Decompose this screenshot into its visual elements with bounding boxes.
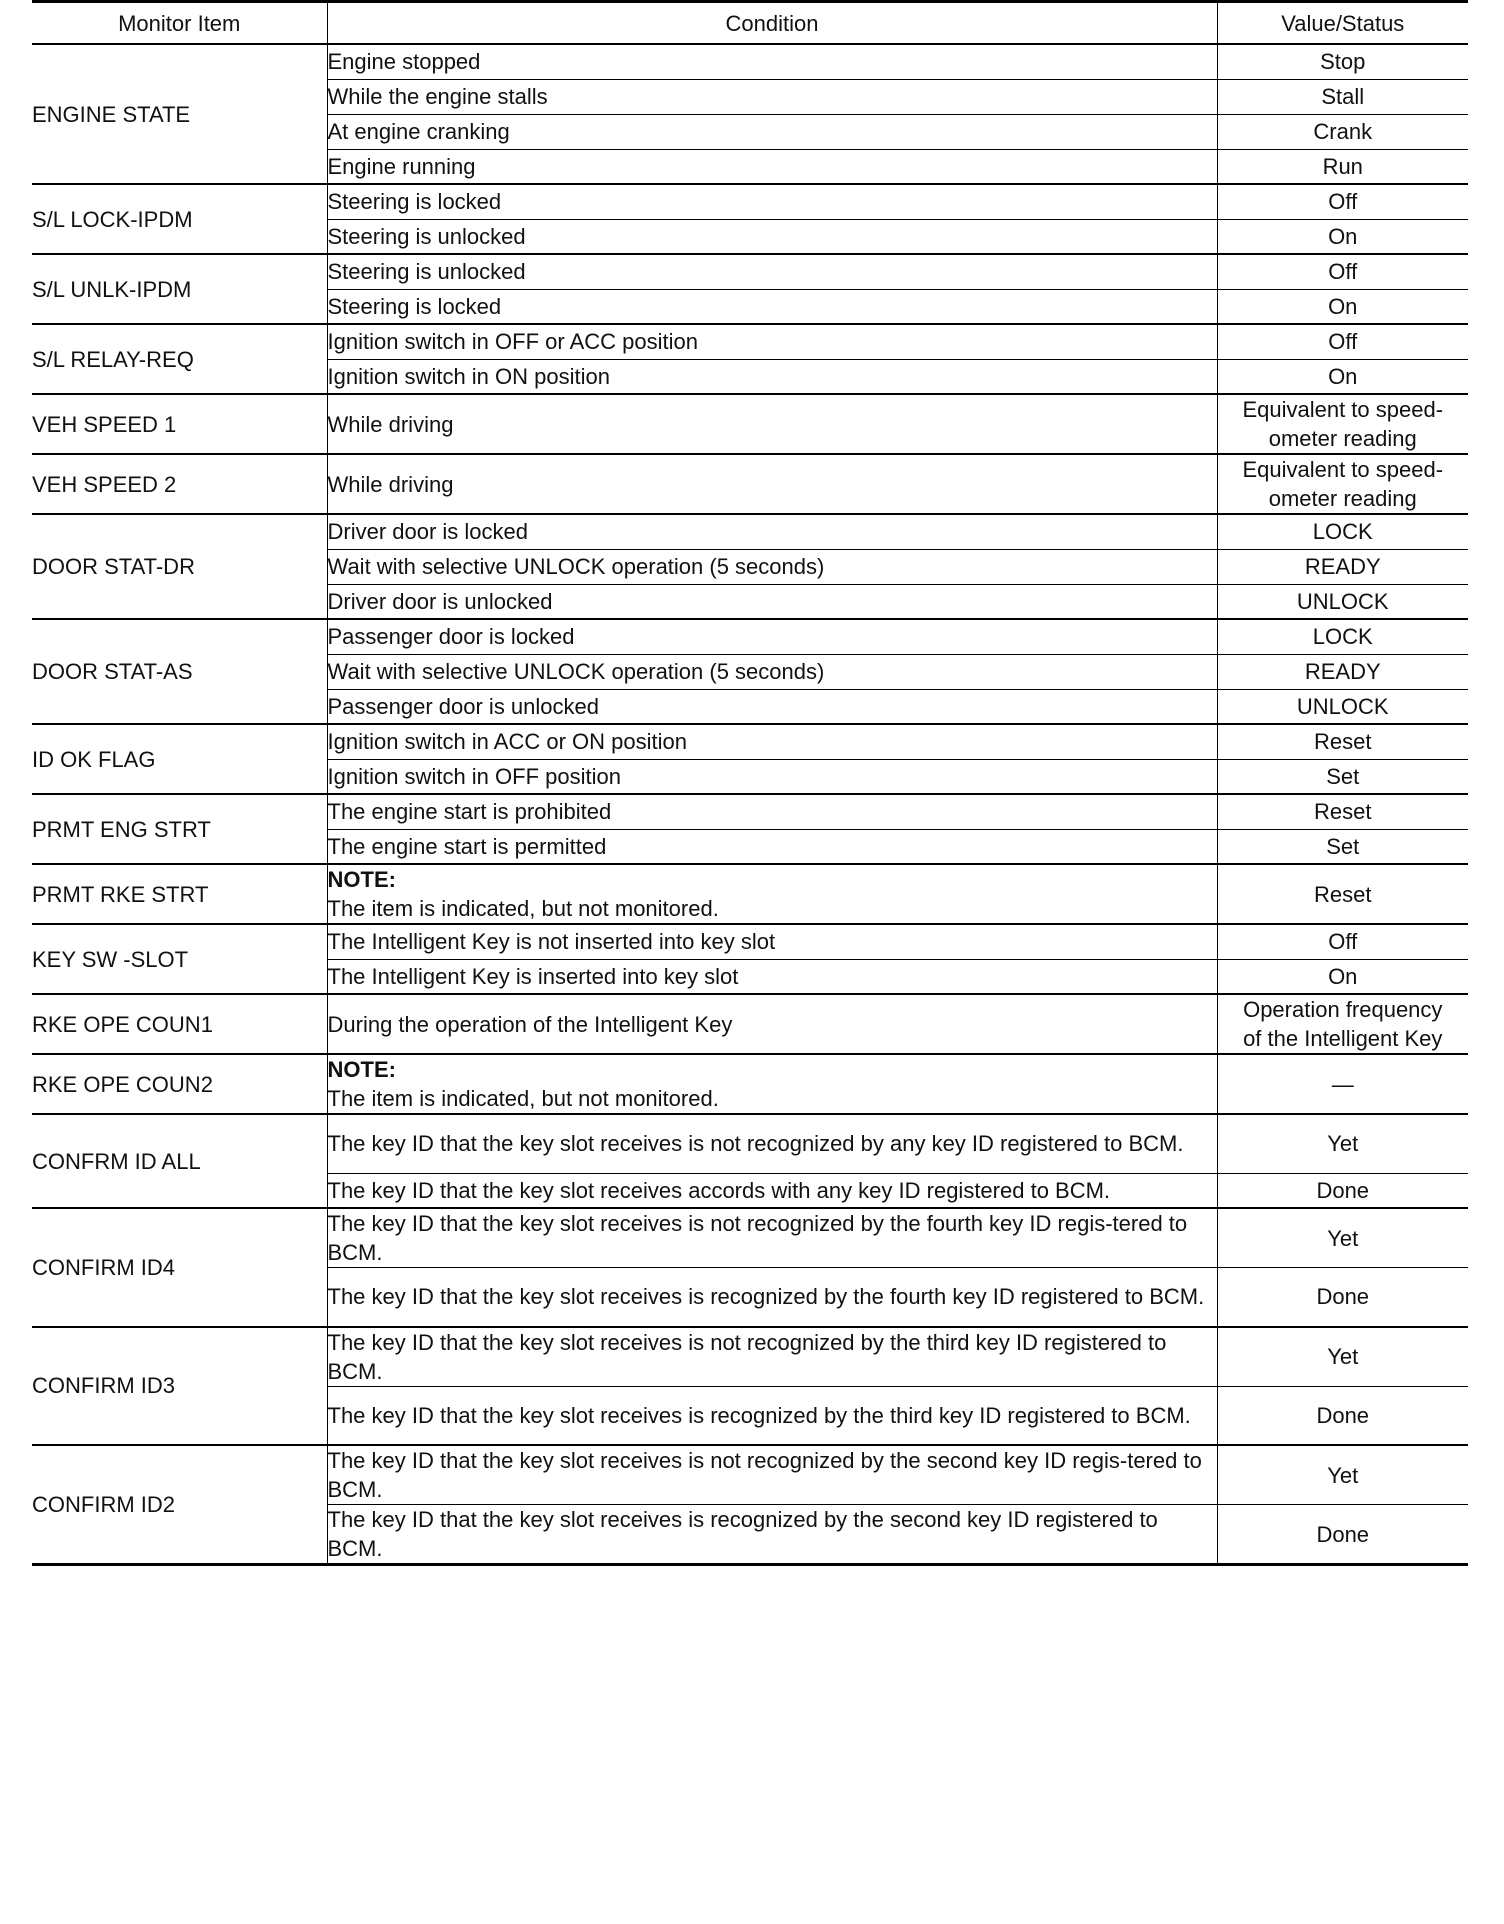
monitor-item-cell: ENGINE STATE — [32, 44, 327, 184]
value-status-cell: Yet — [1217, 1327, 1468, 1387]
condition-cell: Ignition switch in OFF position — [327, 759, 1217, 794]
table-row — [32, 924, 1468, 959]
condition-cell: Ignition switch in ON position — [327, 359, 1217, 394]
value-status-cell: Off — [1217, 324, 1468, 359]
value-status-cell: Reset — [1217, 794, 1468, 829]
condition-cell: Steering is unlocked — [327, 219, 1217, 254]
monitor-item-cell: CONFIRM ID4 — [32, 1208, 327, 1327]
value-status-cell: On — [1217, 289, 1468, 324]
value-status-cell: Yet — [1217, 1208, 1468, 1268]
condition-cell: The key ID that the key slot receives accords with any key ID registered to BCM. — [327, 1173, 1217, 1208]
monitor-item-cell: CONFRM ID ALL — [32, 1114, 327, 1208]
condition-cell: Wait with selective UNLOCK operation (5 seconds) — [327, 654, 1217, 689]
table-row — [32, 724, 1468, 759]
monitor-item-cell: S/L UNLK-IPDM — [32, 254, 327, 324]
condition-cell: The engine start is permitted — [327, 829, 1217, 864]
note-label: NOTE: — [327, 867, 396, 892]
monitor-item-cell: PRMT ENG STRT — [32, 794, 327, 864]
value-status-cell: READY — [1217, 549, 1468, 584]
value-status-cell: UNLOCK — [1217, 584, 1468, 619]
value-status-cell: — — [1217, 1054, 1468, 1114]
value-status-cell: On — [1217, 219, 1468, 254]
table-row — [32, 994, 1468, 1054]
value-status-cell: Reset — [1217, 864, 1468, 924]
condition-cell: At engine cranking — [327, 114, 1217, 149]
condition-cell: Ignition switch in OFF or ACC position — [327, 324, 1217, 359]
header-condition: Condition — [327, 2, 1217, 45]
value-status-cell: Run — [1217, 149, 1468, 184]
condition-cell: During the operation of the Intelligent Key — [327, 994, 1217, 1054]
value-status-cell: Equivalent to speed- ometer reading — [1217, 454, 1468, 514]
condition-cell: The key ID that the key slot receives is recognized by the second key ID registered to BCM. — [327, 1505, 1217, 1565]
value-status-cell: UNLOCK — [1217, 689, 1468, 724]
condition-cell — [327, 1054, 1217, 1114]
table-header-row — [32, 2, 1468, 45]
value-status-cell: Yet — [1217, 1114, 1468, 1173]
monitor-item-cell: DOOR STAT-DR — [32, 514, 327, 619]
table-row — [32, 324, 1468, 359]
table-row — [32, 184, 1468, 219]
table-row — [32, 44, 1468, 79]
condition-cell: The engine start is prohibited — [327, 794, 1217, 829]
monitor-item-cell: KEY SW -SLOT — [32, 924, 327, 994]
monitor-item-cell: S/L RELAY-REQ — [32, 324, 327, 394]
note-text: The item is indicated, but not monitored. — [327, 1086, 719, 1111]
table-row — [32, 1208, 1468, 1268]
table-row — [32, 454, 1468, 514]
monitor-item-cell: CONFIRM ID3 — [32, 1327, 327, 1446]
monitor-table — [32, 0, 1468, 1566]
monitor-item-cell: ID OK FLAG — [32, 724, 327, 794]
table-row — [32, 1327, 1468, 1387]
condition-cell: Driver door is unlocked — [327, 584, 1217, 619]
monitor-item-cell: S/L LOCK-IPDM — [32, 184, 327, 254]
value-status-cell: Off — [1217, 184, 1468, 219]
condition-cell: Driver door is locked — [327, 514, 1217, 549]
value-status-cell: Done — [1217, 1505, 1468, 1565]
value-status-cell: Off — [1217, 924, 1468, 959]
table-row — [32, 794, 1468, 829]
table-row — [32, 864, 1468, 924]
condition-cell: Steering is unlocked — [327, 254, 1217, 289]
header-value-status: Value/Status — [1217, 2, 1468, 45]
condition-cell: While driving — [327, 454, 1217, 514]
value-status-cell: Yet — [1217, 1445, 1468, 1505]
value-status-cell: Crank — [1217, 114, 1468, 149]
table-body — [32, 44, 1468, 1565]
table-row — [32, 514, 1468, 549]
value-status-cell: Equivalent to speed- ometer reading — [1217, 394, 1468, 454]
value-status-cell: LOCK — [1217, 619, 1468, 654]
header-monitor-item: Monitor Item — [32, 2, 327, 45]
table-row — [32, 254, 1468, 289]
value-status-cell: Stop — [1217, 44, 1468, 79]
value-status-cell: Off — [1217, 254, 1468, 289]
table-row — [32, 1054, 1468, 1114]
value-status-cell: Operation frequency of the Intelligent Key — [1217, 994, 1468, 1054]
value-status-cell: On — [1217, 359, 1468, 394]
monitor-item-cell: RKE OPE COUN2 — [32, 1054, 327, 1114]
value-status-cell: Set — [1217, 759, 1468, 794]
condition-cell: While driving — [327, 394, 1217, 454]
condition-cell: Steering is locked — [327, 289, 1217, 324]
value-status-cell: Stall — [1217, 79, 1468, 114]
condition-cell — [327, 864, 1217, 924]
condition-cell: While the engine stalls — [327, 79, 1217, 114]
value-status-cell: Done — [1217, 1268, 1468, 1327]
condition-cell: Passenger door is unlocked — [327, 689, 1217, 724]
value-status-cell: Done — [1217, 1386, 1468, 1445]
condition-cell: Engine running — [327, 149, 1217, 184]
monitor-item-cell: VEH SPEED 1 — [32, 394, 327, 454]
monitor-item-cell: CONFIRM ID2 — [32, 1445, 327, 1565]
value-status-cell: Reset — [1217, 724, 1468, 759]
table-row — [32, 394, 1468, 454]
condition-cell: The key ID that the key slot receives is not recognized by the second key ID regis-tered to BCM. — [327, 1445, 1217, 1505]
condition-cell: Ignition switch in ACC or ON position — [327, 724, 1217, 759]
table-row — [32, 1445, 1468, 1505]
condition-cell: Engine stopped — [327, 44, 1217, 79]
condition-cell: The key ID that the key slot receives is recognized by the fourth key ID registered to BCM. — [327, 1268, 1217, 1327]
value-status-cell: LOCK — [1217, 514, 1468, 549]
monitor-item-cell: VEH SPEED 2 — [32, 454, 327, 514]
value-status-cell: READY — [1217, 654, 1468, 689]
note-text: The item is indicated, but not monitored. — [327, 896, 719, 921]
table-row — [32, 1114, 1468, 1173]
condition-cell: Wait with selective UNLOCK operation (5 seconds) — [327, 549, 1217, 584]
condition-cell: The key ID that the key slot receives is not recognized by the fourth key ID regis-tered to BCM. — [327, 1208, 1217, 1268]
condition-cell: The key ID that the key slot receives is not recognized by the third key ID registered to BCM. — [327, 1327, 1217, 1387]
value-status-cell: On — [1217, 959, 1468, 994]
condition-cell: The Intelligent Key is inserted into key slot — [327, 959, 1217, 994]
condition-cell: Passenger door is locked — [327, 619, 1217, 654]
note-label: NOTE: — [327, 1057, 396, 1082]
table-row — [32, 619, 1468, 654]
condition-cell: Steering is locked — [327, 184, 1217, 219]
monitor-item-cell: DOOR STAT-AS — [32, 619, 327, 724]
monitor-item-cell: RKE OPE COUN1 — [32, 994, 327, 1054]
condition-cell: The key ID that the key slot receives is not recognized by any key ID registered to BCM. — [327, 1114, 1217, 1173]
value-status-cell: Done — [1217, 1173, 1468, 1208]
value-status-cell: Set — [1217, 829, 1468, 864]
document-page — [32, 0, 1468, 1566]
monitor-item-cell: PRMT RKE STRT — [32, 864, 327, 924]
condition-cell: The Intelligent Key is not inserted into key slot — [327, 924, 1217, 959]
condition-cell: The key ID that the key slot receives is recognized by the third key ID registered to BCM. — [327, 1386, 1217, 1445]
